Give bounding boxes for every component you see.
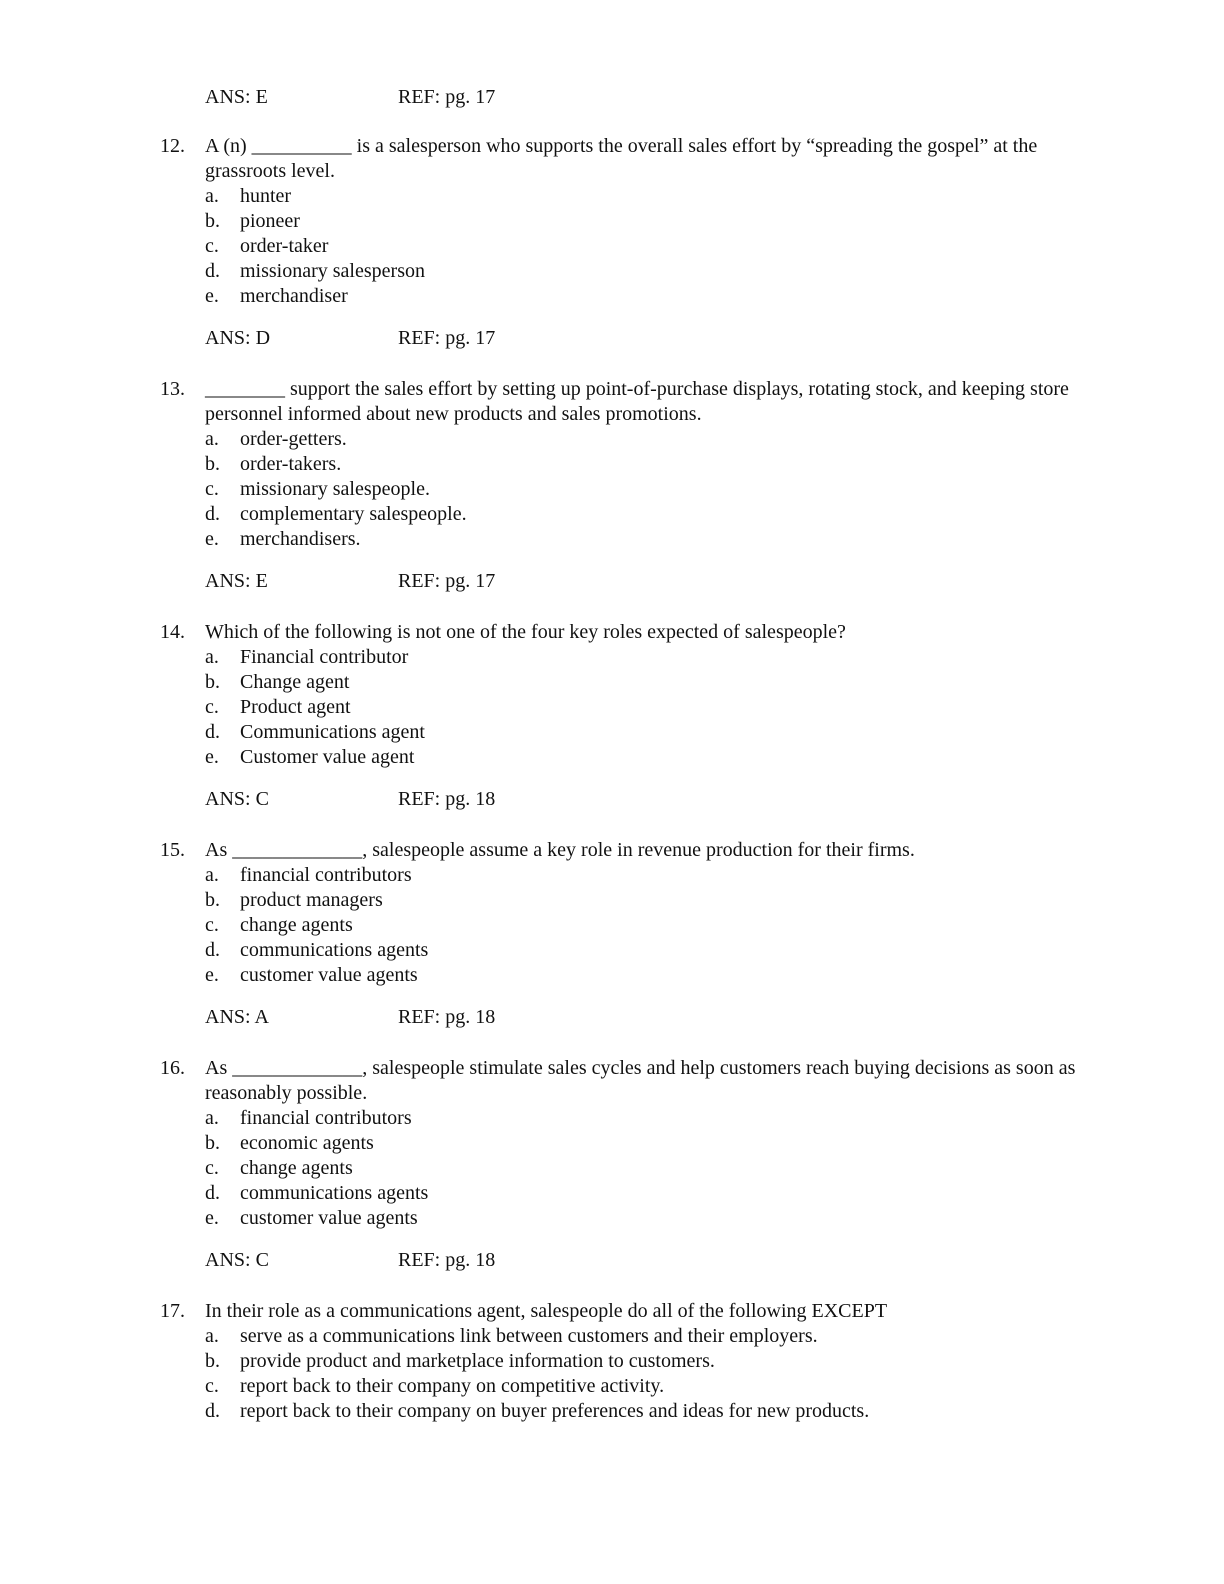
question-number: 15. [160, 839, 185, 861]
option-text: change agents [240, 914, 353, 936]
page-reference: REF: pg. 18 [398, 1249, 496, 1271]
answer-option [160, 1106, 1110, 1131]
option-letter: c. [205, 914, 219, 936]
answer-line [160, 326, 1110, 351]
question-stem-row [160, 620, 1110, 645]
answer-line [160, 787, 1110, 812]
option-text: Product agent [240, 696, 351, 718]
answer-option [160, 427, 1110, 452]
option-letter: a. [205, 646, 219, 668]
option-text: order-getters. [240, 428, 347, 450]
option-text: order-taker [240, 235, 329, 257]
question-stem-row [160, 377, 1110, 427]
option-letter: a. [205, 864, 219, 886]
question-block [160, 377, 1110, 594]
option-text: customer value agents [240, 964, 418, 986]
answer-option [160, 913, 1110, 938]
option-letter: b. [205, 889, 220, 911]
question-document [160, 85, 1110, 1424]
question-number: 17. [160, 1300, 185, 1322]
answer-key: ANS: D [205, 327, 271, 349]
option-letter: e. [205, 528, 219, 550]
option-letter: c. [205, 1375, 219, 1397]
question-number: 14. [160, 621, 185, 643]
question-block [160, 134, 1110, 351]
answer-option [160, 284, 1110, 309]
question-stem-row [160, 134, 1110, 184]
option-letter: b. [205, 210, 220, 232]
option-text: provide product and marketplace information to customers. [240, 1350, 715, 1372]
question-block [160, 620, 1110, 812]
answer-option [160, 888, 1110, 913]
answer-option [160, 670, 1110, 695]
option-text: complementary salespeople. [240, 503, 467, 525]
option-text: communications agents [240, 1182, 429, 1204]
option-text: hunter [240, 185, 292, 207]
answer-key: ANS: E [205, 86, 268, 108]
question-stem: As _____________, salespeople stimulate sales cycles and help customers reach buying decisions as soon as reasonably possible. [205, 1057, 1076, 1104]
option-letter: e. [205, 285, 219, 307]
option-letter: c. [205, 696, 219, 718]
answer-line [160, 1248, 1110, 1273]
option-letter: e. [205, 1207, 219, 1229]
option-text: missionary salespeople. [240, 478, 430, 500]
option-letter: a. [205, 1107, 219, 1129]
option-letter: d. [205, 1182, 220, 1204]
question-stem: In their role as a communications agent, salespeople do all of the following EXCEPT [205, 1300, 888, 1322]
option-text: order-takers. [240, 453, 342, 475]
answer-option [160, 452, 1110, 477]
option-text: report back to their company on competitive activity. [240, 1375, 665, 1397]
option-letter: b. [205, 1350, 220, 1372]
option-letter: c. [205, 478, 219, 500]
answer-option [160, 1324, 1110, 1349]
answer-option [160, 502, 1110, 527]
question-stem: ________ support the sales effort by setting up point-of-purchase displays, rotating stock, and keeping store personnel informed about new products and sales promotions. [205, 378, 1069, 425]
answer-option [160, 1181, 1110, 1206]
question-stem-row [160, 1056, 1110, 1106]
answer-key: ANS: C [205, 1249, 269, 1271]
answer-option [160, 1131, 1110, 1156]
option-text: pioneer [240, 210, 300, 232]
page-reference: REF: pg. 17 [398, 570, 496, 592]
answer-option [160, 745, 1110, 770]
option-text: communications agents [240, 939, 429, 961]
page-reference: REF: pg. 17 [398, 86, 496, 108]
option-text: Change agent [240, 671, 350, 693]
question-number: 13. [160, 378, 185, 400]
answer-option [160, 863, 1110, 888]
page-reference: REF: pg. 18 [398, 788, 496, 810]
answer-option [160, 1399, 1110, 1424]
answer-key: ANS: C [205, 788, 269, 810]
page-reference: REF: pg. 18 [398, 1006, 496, 1028]
answer-option [160, 1206, 1110, 1231]
question-stem: A (n) __________ is a salesperson who supports the overall sales effort by “spreading the gospel” at the grassroots level. [205, 135, 1038, 182]
option-letter: e. [205, 964, 219, 986]
option-text: serve as a communications link between customers and their employers. [240, 1325, 818, 1347]
answer-option [160, 963, 1110, 988]
option-text: missionary salesperson [240, 260, 425, 282]
option-text: report back to their company on buyer preferences and ideas for new products. [240, 1400, 870, 1422]
option-text: merchandiser [240, 285, 348, 307]
option-letter: a. [205, 1325, 219, 1347]
option-text: Customer value agent [240, 746, 415, 768]
answer-option [160, 720, 1110, 745]
option-letter: d. [205, 721, 220, 743]
option-letter: b. [205, 453, 220, 475]
option-text: customer value agents [240, 1207, 418, 1229]
answer-option [160, 234, 1110, 259]
option-letter: a. [205, 185, 219, 207]
option-letter: d. [205, 503, 220, 525]
option-letter: a. [205, 428, 219, 450]
answer-option [160, 209, 1110, 234]
page-reference: REF: pg. 17 [398, 327, 496, 349]
answer-option [160, 1374, 1110, 1399]
option-letter: b. [205, 671, 220, 693]
option-letter: e. [205, 746, 219, 768]
answer-option [160, 938, 1110, 963]
question-block [160, 838, 1110, 1030]
option-letter: d. [205, 260, 220, 282]
question-block [160, 1056, 1110, 1273]
option-text: product managers [240, 889, 383, 911]
question-number: 12. [160, 135, 185, 157]
option-letter: c. [205, 235, 219, 257]
question-stem-row [160, 1299, 1110, 1324]
answer-option [160, 645, 1110, 670]
answer-option [160, 259, 1110, 284]
option-text: Communications agent [240, 721, 425, 743]
answer-option [160, 695, 1110, 720]
question-number: 16. [160, 1057, 185, 1079]
answer-line [160, 1005, 1110, 1030]
answer-option [160, 1349, 1110, 1374]
answer-line [160, 85, 1110, 110]
answer-key: ANS: E [205, 570, 268, 592]
option-letter: b. [205, 1132, 220, 1154]
answer-line [160, 569, 1110, 594]
question-stem: As _____________, salespeople assume a key role in revenue production for their firms. [205, 839, 915, 861]
answer-option [160, 1156, 1110, 1181]
option-letter: d. [205, 1400, 220, 1422]
option-letter: d. [205, 939, 220, 961]
answer-option [160, 527, 1110, 552]
option-letter: c. [205, 1157, 219, 1179]
option-text: economic agents [240, 1132, 374, 1154]
option-text: financial contributors [240, 1107, 412, 1129]
option-text: merchandisers. [240, 528, 361, 550]
answer-option [160, 184, 1110, 209]
option-text: change agents [240, 1157, 353, 1179]
option-text: financial contributors [240, 864, 412, 886]
answer-option [160, 477, 1110, 502]
option-text: Financial contributor [240, 646, 409, 668]
question-block [160, 1299, 1110, 1424]
question-stem-row [160, 838, 1110, 863]
answer-key: ANS: A [205, 1006, 269, 1028]
question-stem: Which of the following is not one of the four key roles expected of salespeople? [205, 621, 846, 643]
